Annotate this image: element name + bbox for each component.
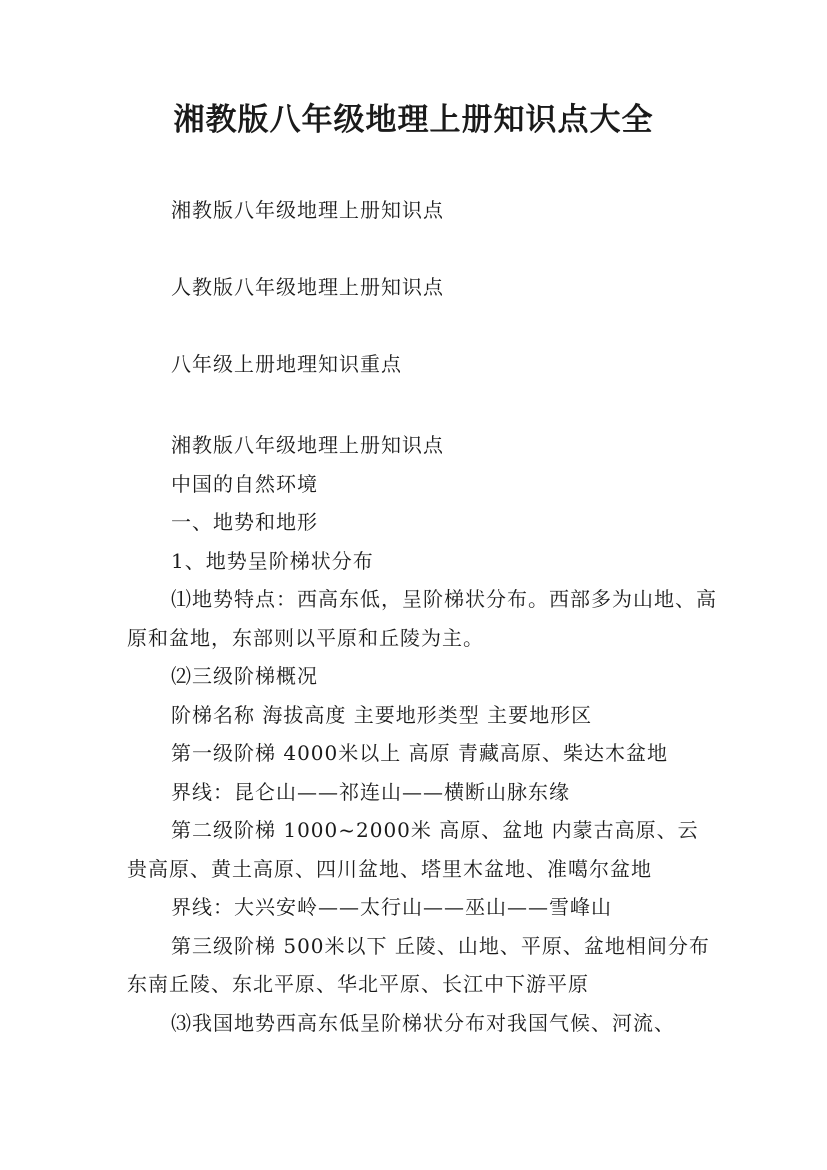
- document-body: [127, 426, 717, 1042]
- step-three-line: 第三级阶梯 500米以下 丘陵、山地、平原、盆地相间分布 东南丘陵、东北平原、华北平原、长江中下游平原: [127, 933, 710, 996]
- related-links: [171, 193, 771, 424]
- related-link-2[interactable]: 人教版八年级地理上册知识点: [171, 275, 444, 299]
- section-subheading: 一、地势和地形: [171, 510, 318, 534]
- boundary-two-line: 界线：大兴安岭——太行山——巫山——雪峰山: [171, 895, 612, 919]
- boundary-one-line: 界线：昆仑山——祁连山——横断山脉东缘: [171, 779, 570, 804]
- chapter-heading: 中国的自然环境: [171, 471, 318, 496]
- point-heading: 1、地势呈阶梯状分布: [171, 548, 374, 573]
- document-title: 湘教版八年级地理上册知识点大全: [173, 102, 654, 138]
- paragraph-terrain-features: ⑴地势特点：西高东低，呈阶梯状分布。西部多为山地、高原和盆地，东部则以平原和丘陵为主。: [127, 587, 717, 650]
- paragraph-impact: ⑶我国地势西高东低呈阶梯状分布对我国气候、河流、: [171, 1010, 675, 1035]
- related-link-3[interactable]: 八年级上册地理知识重点: [171, 352, 402, 376]
- section-heading: 湘教版八年级地理上册知识点: [171, 433, 444, 457]
- paragraph-three-steps: ⑵三级阶梯概况: [171, 664, 318, 688]
- step-two-line: 第二级阶梯 1000~2000米 高原、盆地 内蒙古高原、云贵高原、黄土高原、四川盆地、塔里木盆地、准噶尔盆地: [127, 818, 699, 881]
- step-one-line: 第一级阶梯 4000米以上 高原 青藏高原、柴达木盆地: [171, 741, 668, 765]
- related-link-1[interactable]: 湘教版八年级地理上册知识点: [171, 198, 444, 222]
- table-header-line: 阶梯名称 海拔高度 主要地形类型 主要地形区: [171, 702, 593, 727]
